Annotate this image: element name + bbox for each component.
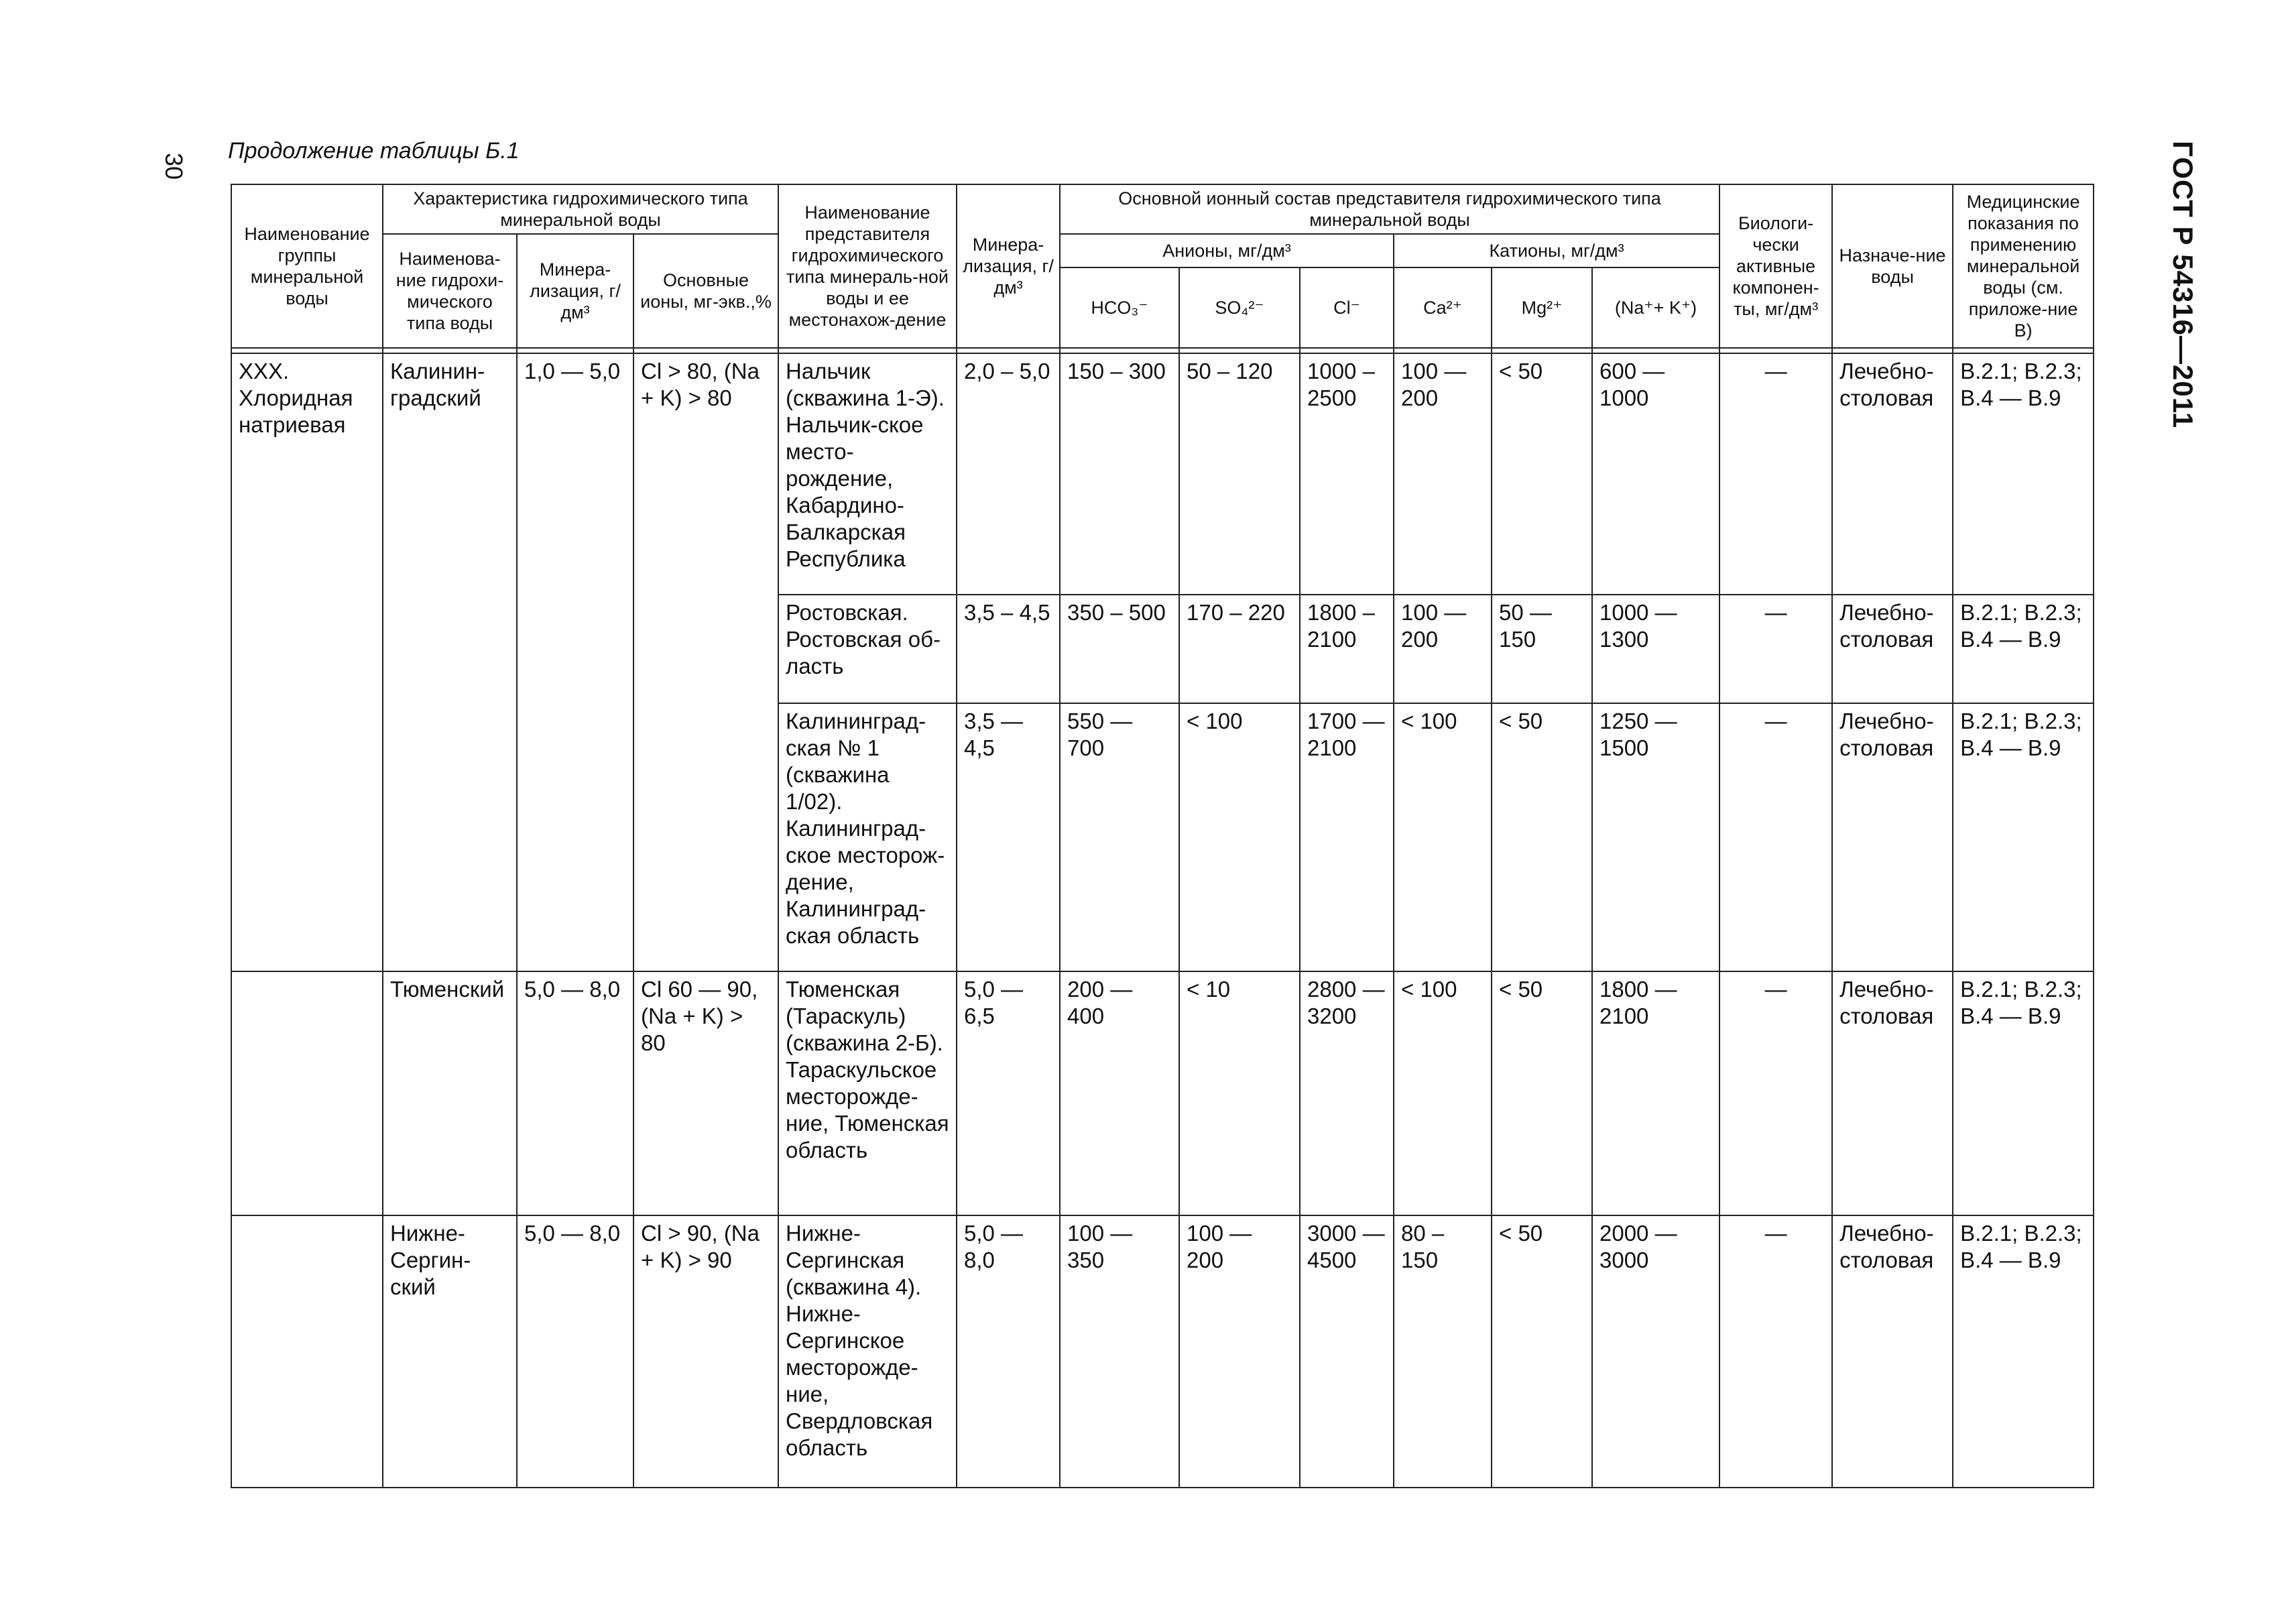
purpose-cell: Лечебно-столовая [1832, 595, 1953, 703]
col-group-name: Наименование группы минеральной воды [231, 184, 383, 348]
standard-designation: ГОСТ Р 54316—2011 [2167, 141, 2199, 429]
purpose-cell: Лечебно-столовая [1832, 703, 1953, 971]
representative-cell: Нижне-Сергинская (скважина 4). Нижне-Сергинское месторожде-ние, Свердловская область [778, 1215, 957, 1488]
na-k-cell: 1000 — 1300 [1592, 595, 1719, 703]
cl-cell: 2800 — 3200 [1300, 971, 1394, 1215]
medical-cell: В.2.1; В.2.3; В.4 — В.9 [1953, 703, 2094, 971]
col-mg: Mg²⁺ [1492, 267, 1592, 348]
bio-cell: — [1719, 595, 1832, 703]
purpose-cell: Лечебно-столовая [1832, 353, 1953, 595]
na-k-cell: 1800 — 2100 [1592, 971, 1719, 1215]
mg-cell: < 50 [1492, 703, 1592, 971]
rep-mineralization-cell: 2,0 – 5,0 [957, 353, 1060, 595]
col-hydro-type-name: Наименова-ние гидрохи-мического типа воды [383, 234, 517, 348]
col-na-k: (Na⁺+ K⁺) [1592, 267, 1719, 348]
group-name-cell [231, 1215, 383, 1488]
table-caption: Продолжение таблицы Б.1 [228, 138, 520, 164]
ca-cell: < 100 [1394, 971, 1492, 1215]
so4-cell: 100 — 200 [1179, 1215, 1300, 1488]
table-row [231, 353, 2094, 595]
type-name-cell: Нижне-Сергин-ский [383, 1215, 517, 1488]
main-ions-cell: Cl > 90, (Na + K) > 90 [633, 1215, 778, 1488]
mg-cell: < 50 [1492, 1215, 1592, 1488]
type-name-cell: Тюменский [383, 971, 517, 1215]
col-hydro-char: Характеристика гидрохимического типа минеральной воды [383, 184, 778, 234]
col-so4: SO₄²⁻ [1179, 267, 1300, 348]
bio-cell: — [1719, 353, 1832, 595]
group-name-cell: XXX. Хлоридная натриевая [231, 353, 383, 971]
mineralization-cell: 1,0 — 5,0 [517, 353, 633, 971]
hco3-cell: 200 — 400 [1060, 971, 1179, 1215]
header-separator [231, 348, 2094, 353]
rep-mineralization-cell: 3,5 — 4,5 [957, 703, 1060, 971]
ca-cell: < 100 [1394, 703, 1492, 971]
rep-mineralization-cell: 5,0 — 8,0 [957, 1215, 1060, 1488]
page-number: 30 [160, 153, 188, 180]
ca-cell: 100 — 200 [1394, 595, 1492, 703]
col-cl: Cl⁻ [1300, 267, 1394, 348]
header-row-1 [231, 184, 2094, 234]
cl-cell: 3000 — 4500 [1300, 1215, 1394, 1488]
rep-mineralization-cell: 5,0 — 6,5 [957, 971, 1060, 1215]
col-bio: Биологи-чески активные компонен-ты, мг/дм³ [1719, 184, 1832, 348]
col-anions: Анионы, мг/дм³ [1060, 234, 1394, 267]
representative-cell: Ростовская. Ростовская об-ласть [778, 595, 957, 703]
na-k-cell: 600 — 1000 [1592, 353, 1719, 595]
table-row [231, 971, 2094, 1215]
na-k-cell: 2000 — 3000 [1592, 1215, 1719, 1488]
so4-cell: 170 – 220 [1179, 595, 1300, 703]
cl-cell: 1700 — 2100 [1300, 703, 1394, 971]
col-cations: Катионы, мг/дм³ [1394, 234, 1719, 267]
hco3-cell: 550 — 700 [1060, 703, 1179, 971]
mg-cell: < 50 [1492, 353, 1592, 595]
ca-cell: 100 — 200 [1394, 353, 1492, 595]
representative-cell: Тюменская (Тараскуль) (скважина 2-Б). Тараскульское месторожде-ние, Тюменская область [778, 971, 957, 1215]
col-ca: Ca²⁺ [1394, 267, 1492, 348]
cl-cell: 1000 – 2500 [1300, 353, 1394, 595]
so4-cell: 50 – 120 [1179, 353, 1300, 595]
mineralization-cell: 5,0 — 8,0 [517, 1215, 633, 1488]
col-medical: Медицинские показания по применению минеральной воды (см. приложе-ние В) [1953, 184, 2094, 348]
purpose-cell: Лечебно-столовая [1832, 1215, 1953, 1488]
bio-cell: — [1719, 703, 1832, 971]
col-main-ions: Основные ионы, мг-экв.,% [633, 234, 778, 348]
so4-cell: < 100 [1179, 703, 1300, 971]
group-name-cell [231, 971, 383, 1215]
medical-cell: В.2.1; В.2.3; В.4 — В.9 [1953, 353, 2094, 595]
col-hco3: HCO₃⁻ [1060, 267, 1179, 348]
mg-cell: 50 — 150 [1492, 595, 1592, 703]
mineralization-cell: 5,0 — 8,0 [517, 971, 633, 1215]
main-ions-cell: Cl > 80, (Na + K) > 80 [633, 353, 778, 971]
medical-cell: В.2.1; В.2.3; В.4 — В.9 [1953, 595, 2094, 703]
na-k-cell: 1250 — 1500 [1592, 703, 1719, 971]
rep-mineralization-cell: 3,5 – 4,5 [957, 595, 1060, 703]
main-ions-cell: Cl 60 — 90, (Na + K) > 80 [633, 971, 778, 1215]
purpose-cell: Лечебно-столовая [1832, 971, 1953, 1215]
col-representative: Наименование представителя гидрохимического типа минераль-ной воды и ее местонахож-дение [778, 184, 957, 348]
representative-cell: Нальчик (скважина 1-Э). Нальчик-ское место-рождение, Кабардино-Балкарская Республика [778, 353, 957, 595]
table-row [231, 1215, 2094, 1488]
type-name-cell: Калинин-градский [383, 353, 517, 971]
hco3-cell: 350 – 500 [1060, 595, 1179, 703]
col-purpose: Назначе-ние воды [1832, 184, 1953, 348]
col-mineralization: Минера-лизация, г/дм³ [517, 234, 633, 348]
bio-cell: — [1719, 971, 1832, 1215]
hco3-cell: 100 — 350 [1060, 1215, 1179, 1488]
mineral-water-table [231, 184, 2094, 1488]
col-rep-mineralization: Минера-лизация, г/дм³ [957, 184, 1060, 348]
cl-cell: 1800 – 2100 [1300, 595, 1394, 703]
representative-cell: Калининград-ская № 1 (скважина 1/02). Калининград-ское месторож-дение, Калининград-ская область [778, 703, 957, 971]
mg-cell: < 50 [1492, 971, 1592, 1215]
medical-cell: В.2.1; В.2.3; В.4 — В.9 [1953, 971, 2094, 1215]
col-ion-composition: Основной ионный состав представителя гидрохимического типа минеральной воды [1060, 184, 1719, 234]
so4-cell: < 10 [1179, 971, 1300, 1215]
hco3-cell: 150 – 300 [1060, 353, 1179, 595]
ca-cell: 80 – 150 [1394, 1215, 1492, 1488]
medical-cell: В.2.1; В.2.3; В.4 — В.9 [1953, 1215, 2094, 1488]
bio-cell: — [1719, 1215, 1832, 1488]
